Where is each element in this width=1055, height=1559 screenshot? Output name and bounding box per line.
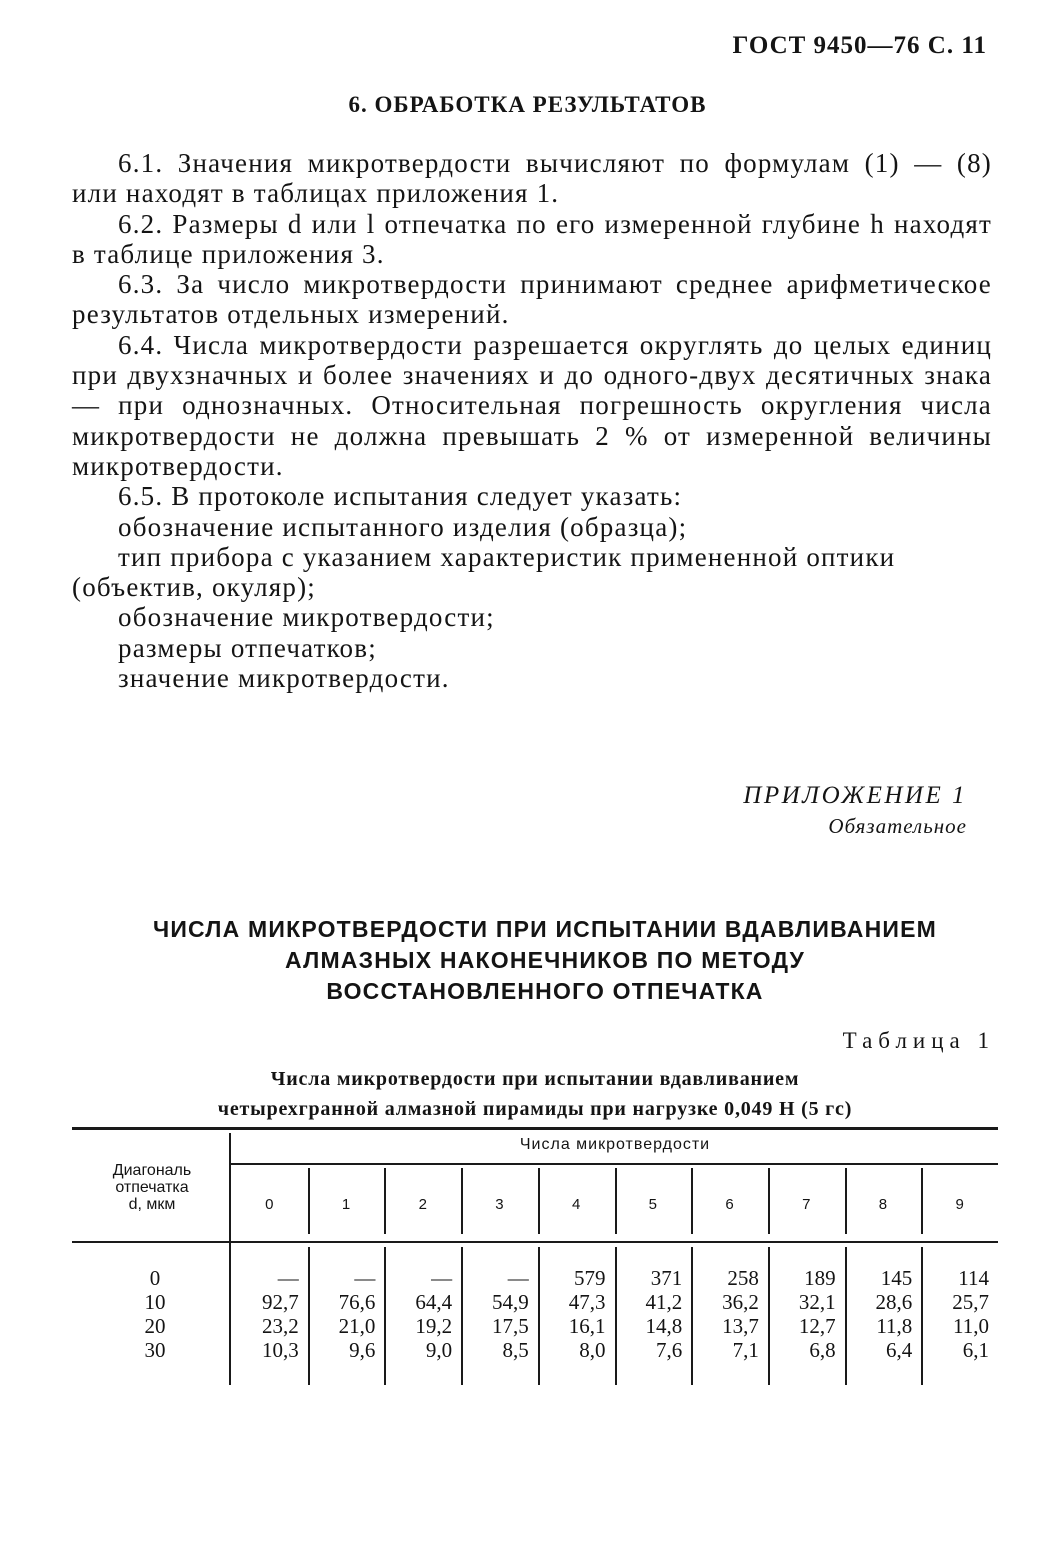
- paragraph-6-1: 6.1. Значения микротвердости вычисляют по формулам (1) — (8) или находят в таблицах приложения 1.: [72, 148, 992, 209]
- list-item: обозначение микротвердости;: [118, 602, 495, 633]
- table-cell: 14,8: [645, 1314, 683, 1338]
- table-cell: 114: [958, 1266, 989, 1290]
- table-cell: 16,1: [568, 1314, 606, 1338]
- column-header-1: 1: [341, 1196, 351, 1213]
- column-header-9: 9: [955, 1196, 964, 1213]
- table-cell: 258: [727, 1266, 759, 1290]
- group-header: Числа микротвердости: [519, 1136, 711, 1153]
- table-cell: 10,3: [261, 1338, 299, 1362]
- column-divider: [768, 1168, 770, 1234]
- paragraph-6-3: 6.3. За число микротвердости принимают среднее арифметическое результатов отдельных измерений.: [72, 269, 992, 330]
- column-divider: [845, 1168, 847, 1234]
- table-label: Таблица 1: [842, 1028, 995, 1053]
- column-header-5: 5: [648, 1196, 658, 1213]
- table-cell: 9,6: [349, 1338, 376, 1362]
- table-cell: 19,2: [415, 1314, 453, 1338]
- table-cell: 145: [880, 1266, 913, 1290]
- table-cell: 579: [574, 1266, 606, 1290]
- table-group-rule: [230, 1163, 998, 1165]
- table-cell: 47,3: [568, 1290, 606, 1314]
- paragraph-6-2: 6.2. Размеры d или l отпечатка по его измеренной глубине h находят в таблице приложения 3.: [72, 208, 992, 269]
- table-cell: 76,6: [338, 1290, 376, 1314]
- column-header-6: 6: [725, 1196, 734, 1213]
- table-cell: 54,9: [492, 1290, 529, 1314]
- table-cell: 92,7: [261, 1290, 299, 1314]
- row-diagonal-value: 30: [144, 1338, 166, 1362]
- table-cell: 41,2: [645, 1290, 683, 1314]
- column-header-4: 4: [571, 1196, 581, 1213]
- column-divider: [691, 1168, 693, 1234]
- main-title-line: ВОССТАНОВЛЕННОГО ОТПЕЧАТКА: [326, 978, 764, 1004]
- list-item-continuation: (объектив, окуляр);: [72, 572, 316, 603]
- column-divider: [921, 1247, 923, 1385]
- table-cell: 6,4: [886, 1338, 913, 1362]
- column-divider: [461, 1168, 463, 1234]
- table-cell: 189: [804, 1266, 836, 1290]
- table-cell: 9,0: [425, 1338, 453, 1362]
- column-header-7: 7: [802, 1196, 811, 1213]
- table-cell: —: [354, 1266, 376, 1290]
- list-item: значение микротвердости.: [118, 663, 450, 694]
- page-header: ГОСТ 9450—76 С. 11: [732, 32, 987, 59]
- table-cell: —: [277, 1266, 299, 1290]
- column-divider: [308, 1247, 310, 1385]
- column-header-3: 3: [495, 1196, 504, 1213]
- table-caption: [0, 1064, 1055, 1124]
- appendix-title: ПРИЛОЖЕНИЕ 1: [743, 782, 967, 809]
- table-cell: 13,7: [722, 1314, 759, 1338]
- paragraph-6-4: 6.4. Числа микротвердости разрешается округлять до целых единиц при двухзначных и более значениях и до одного-двух десятичных знака — при однозначных. Относительная погрешность округления числа микротвердости не должна превышать 2 % от измеренной величины микротвердости.: [72, 329, 992, 481]
- column-divider: [538, 1168, 540, 1234]
- table-cell: 6,8: [809, 1338, 836, 1362]
- main-title: [0, 914, 1055, 1007]
- stub-header: [78, 1162, 226, 1213]
- main-title-line: ЧИСЛА МИКРОТВЕРДОСТИ ПРИ ИСПЫТАНИИ ВДАВЛИВАНИЕМ: [152, 916, 938, 942]
- table-cell: 11,8: [876, 1314, 913, 1338]
- paragraph-6-5: 6.5. В протоколе испытания следует указать:: [118, 481, 683, 512]
- table-caption-line: четырехгранной алмазной пирамиды при нагрузке 0,049 Н (5 гс): [217, 1098, 853, 1120]
- table-cell: 64,4: [415, 1290, 453, 1314]
- column-divider: [461, 1247, 463, 1385]
- table-cell: 7,6: [655, 1338, 683, 1362]
- table-cell: 371: [650, 1266, 683, 1290]
- table-stub-divider: [229, 1133, 231, 1385]
- table-cell: 11,0: [953, 1314, 989, 1338]
- body-text: [72, 148, 992, 693]
- list-item: размеры отпечатков;: [118, 632, 377, 663]
- column-divider: [308, 1168, 310, 1234]
- column-divider: [538, 1247, 540, 1385]
- row-diagonal-value: 20: [144, 1314, 166, 1338]
- table-cell: 21,0: [338, 1314, 376, 1338]
- table-cell: 28,6: [875, 1290, 913, 1314]
- column-header-0: 0: [265, 1196, 274, 1213]
- column-header-2: 2: [418, 1196, 427, 1213]
- table-cell: 7,1: [732, 1338, 759, 1362]
- table-cell: 6,1: [962, 1338, 989, 1362]
- table-header-rule: [72, 1241, 998, 1243]
- table-cell: —: [507, 1266, 529, 1290]
- table-cell: 25,7: [952, 1290, 989, 1314]
- column-divider: [615, 1168, 617, 1234]
- column-divider: [845, 1247, 847, 1385]
- table-cell: 32,1: [798, 1290, 836, 1314]
- table-top-rule: [72, 1127, 998, 1130]
- column-divider: [384, 1168, 386, 1234]
- column-divider: [384, 1247, 386, 1385]
- list-item: обозначение испытанного изделия (образца);: [118, 511, 688, 542]
- table-cell: 17,5: [492, 1314, 529, 1338]
- list-item: тип прибора с указанием характеристик примененной оптики: [118, 541, 896, 572]
- stub-header-line: Диагональ: [112, 1162, 192, 1179]
- table-cell: 8,0: [579, 1338, 606, 1362]
- row-diagonal-value: 0: [149, 1266, 161, 1290]
- row-diagonal-value: 10: [144, 1290, 166, 1314]
- table-cell: —: [431, 1266, 453, 1290]
- column-divider: [615, 1247, 617, 1385]
- table-cell: 12,7: [798, 1314, 836, 1338]
- table-caption-line: Числа микротвердости при испытании вдавливанием: [270, 1068, 800, 1090]
- table-cell: 36,2: [722, 1290, 759, 1314]
- column-divider: [921, 1168, 923, 1234]
- column-divider: [691, 1247, 693, 1385]
- table-cell: 23,2: [261, 1314, 299, 1338]
- appendix-subtitle: Обязательное: [828, 814, 967, 838]
- column-divider: [768, 1247, 770, 1385]
- stub-header-line: d, мкм: [128, 1196, 176, 1213]
- appendix-heading: [743, 782, 967, 839]
- column-header-8: 8: [878, 1196, 888, 1213]
- main-title-line: АЛМАЗНЫХ НАКОНЕЧНИКОВ ПО МЕТОДУ: [285, 947, 805, 973]
- table-cell: 8,5: [502, 1338, 529, 1362]
- stub-header-line: отпечатка: [115, 1179, 189, 1196]
- section-title: 6. ОБРАБОТКА РЕЗУЛЬТАТОВ: [348, 92, 707, 117]
